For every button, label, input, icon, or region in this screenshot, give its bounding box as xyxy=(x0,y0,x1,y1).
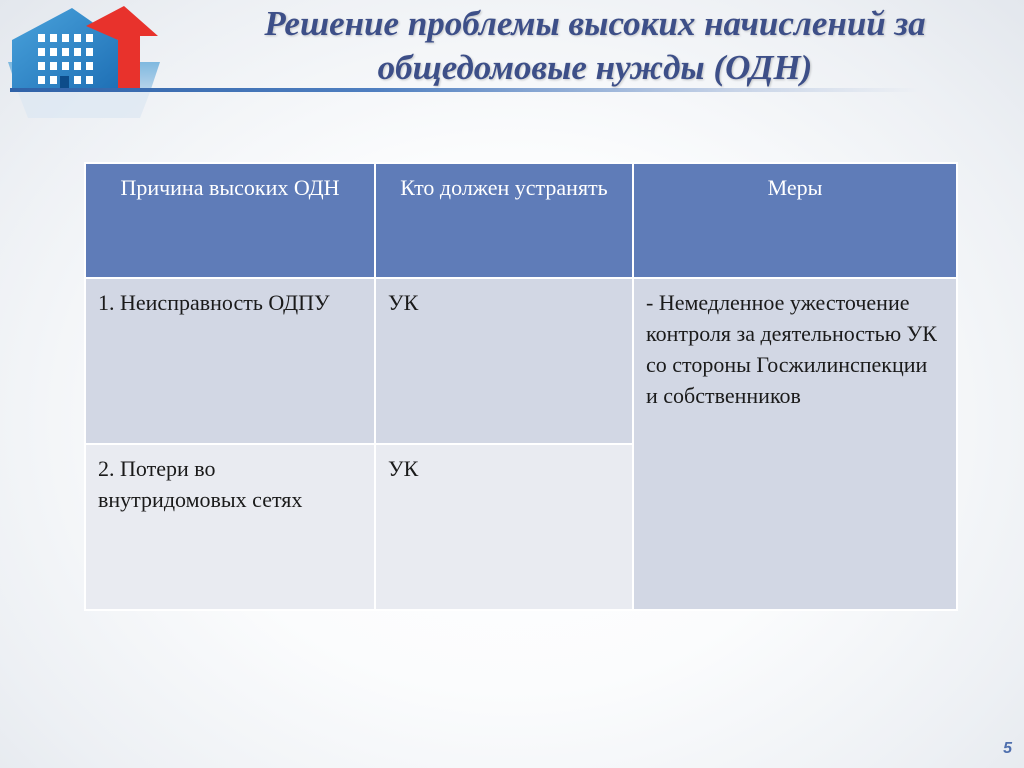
header-cause: Причина высоких ОДН xyxy=(85,163,375,278)
slide-title: Решение проблемы высоких начислений за общедомовые нужды (ОДН) xyxy=(264,4,926,87)
header-responsible: Кто должен устранять xyxy=(375,163,633,278)
house-logo-icon xyxy=(0,0,170,125)
page-number: 5 xyxy=(1003,740,1012,757)
cell-measures: - Немедленное ужесточение контроля за деятельностью УК со стороны Госжилинспекции и собственников xyxy=(633,278,957,610)
cell-cause: 1. Неисправность ОДПУ xyxy=(85,278,375,444)
table-row xyxy=(85,278,957,444)
table-header-row xyxy=(85,163,957,278)
cell-responsible: УК xyxy=(375,444,633,610)
odn-table xyxy=(84,162,958,611)
header-measures: Меры xyxy=(633,163,957,278)
cell-cause: 2. Потери во внутридомовых сетях xyxy=(85,444,375,610)
cell-responsible: УК xyxy=(375,278,633,444)
